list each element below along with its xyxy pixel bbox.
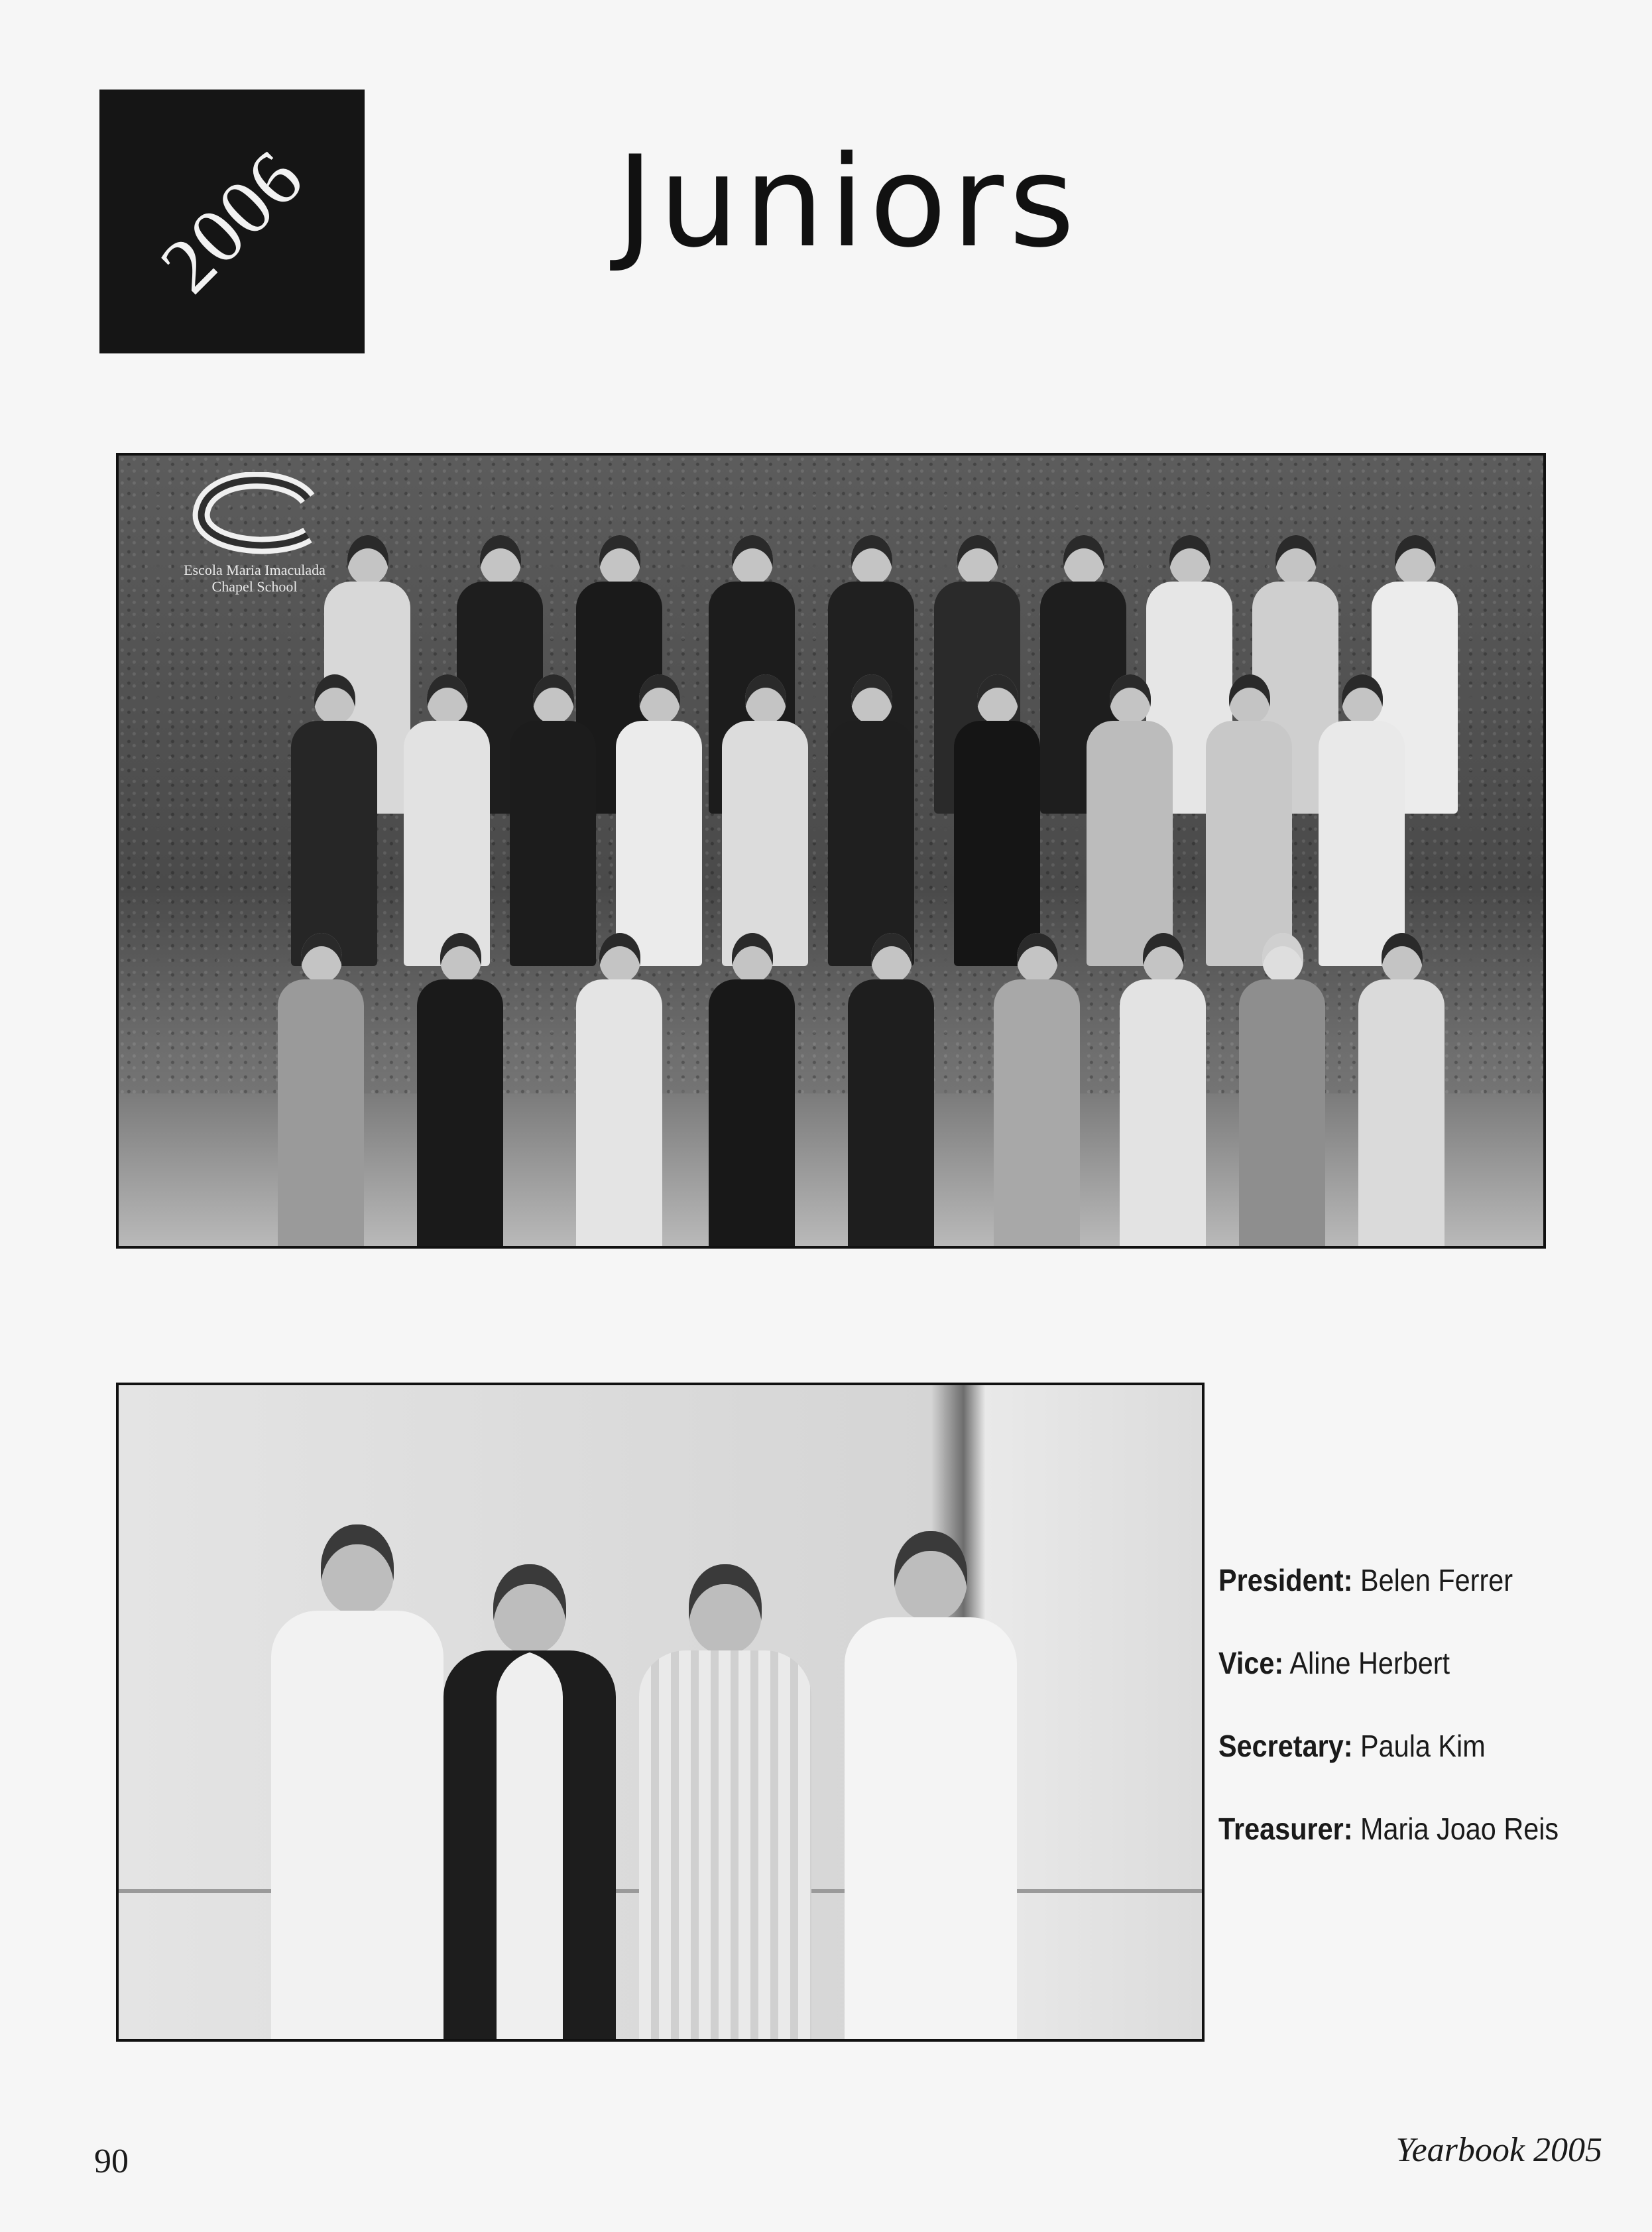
student-figure xyxy=(715,674,815,966)
officer-figure xyxy=(626,1564,825,2042)
student-figure xyxy=(1199,674,1299,966)
student-figure xyxy=(284,674,384,966)
student-figure xyxy=(271,933,371,1249)
student-figure xyxy=(503,674,603,966)
officer-name: Paula Kim xyxy=(1360,1729,1486,1763)
officers-list xyxy=(1218,1562,1576,1893)
publication-label: Yearbook 2005 xyxy=(1395,2131,1602,2169)
student-figure xyxy=(569,933,669,1249)
year-badge-text: 2006 xyxy=(144,133,320,310)
logo-line-1: Escola Maria Imaculada xyxy=(184,562,325,578)
officer-president xyxy=(1218,1562,1576,1599)
year-badge xyxy=(99,90,365,353)
student-figure xyxy=(1352,933,1451,1249)
officer-name: Maria Joao Reis xyxy=(1360,1812,1559,1846)
officer-role: Vice: xyxy=(1218,1646,1284,1680)
student-figure xyxy=(1312,674,1411,966)
logo-line-2: Chapel School xyxy=(211,578,298,595)
officer-role: President: xyxy=(1218,1563,1353,1597)
page-number: 90 xyxy=(94,2142,129,2180)
student-figure xyxy=(1080,674,1179,966)
officer-treasurer xyxy=(1218,1810,1576,1847)
officer-figure xyxy=(831,1531,1030,2042)
front-row xyxy=(119,933,1543,1249)
student-figure xyxy=(987,933,1087,1249)
class-officers-photo xyxy=(116,1383,1205,2042)
officer-name: Belen Ferrer xyxy=(1360,1563,1513,1597)
officer-secretary xyxy=(1218,1727,1576,1765)
officer-role: Secretary: xyxy=(1218,1729,1353,1763)
officer-vice xyxy=(1218,1644,1576,1682)
student-figure xyxy=(821,674,921,966)
student-figure xyxy=(947,674,1047,966)
officer-figure xyxy=(258,1524,457,2042)
officer-role: Treasurer: xyxy=(1218,1812,1353,1846)
student-figure xyxy=(609,674,709,966)
student-figure xyxy=(410,933,510,1249)
middle-row xyxy=(119,674,1543,966)
officer-figure xyxy=(430,1564,629,2042)
student-figure xyxy=(841,933,941,1249)
student-figure xyxy=(1232,933,1332,1249)
class-group-photo xyxy=(116,453,1546,1249)
officer-name: Aline Herbert xyxy=(1289,1646,1450,1680)
page-title: Juniors xyxy=(617,129,1081,275)
student-figure xyxy=(702,933,801,1249)
student-figure xyxy=(1113,933,1212,1249)
student-figure xyxy=(397,674,497,966)
